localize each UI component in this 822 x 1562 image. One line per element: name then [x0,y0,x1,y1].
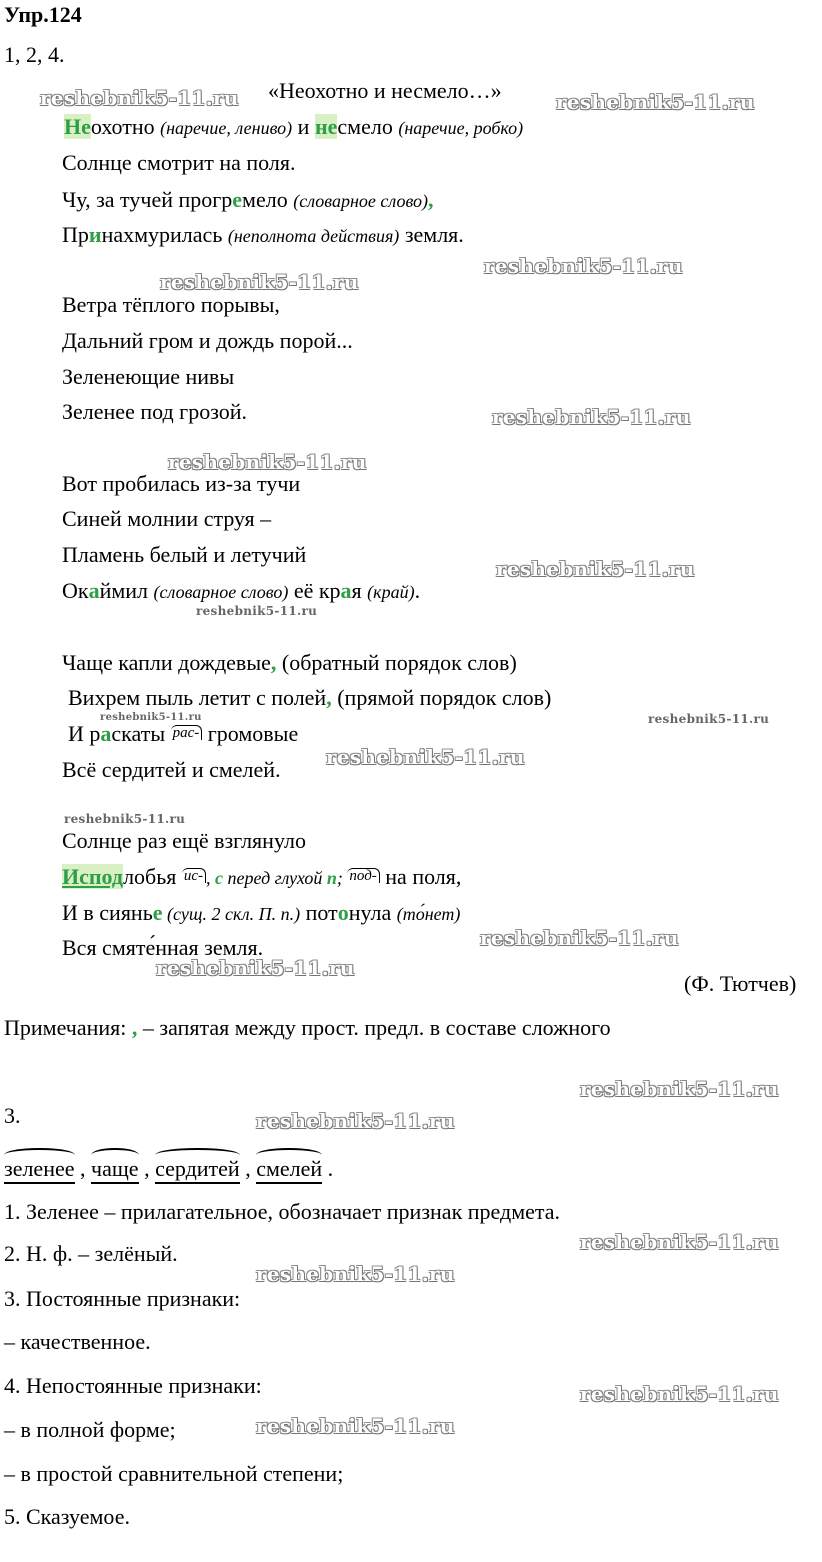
watermark: reshebnik5-11.ru [484,254,683,278]
analysis-item: 3. Постоянные признаки: [4,1286,241,1311]
poem-line: Вся смяте́нная земля. [62,935,264,960]
watermark: reshebnik5-11.ru [648,712,770,726]
watermark: reshebnik5-11.ru [480,926,679,950]
poem-author: (Ф. Тютчев) [684,971,797,996]
watermark: reshebnik5-11.ru [168,450,367,474]
exercise-title: Упр.124 [4,2,82,27]
poem-line: Окаймил (словарное слово) её края (край). [62,578,421,603]
note: Примечания: , – запятая между прост. предл. в составе сложного [4,1015,611,1040]
analysis-item: 1. Зеленее – прилагательное, обозначает признак предмета. [4,1199,561,1224]
poem-title: «Неохотно и несмело…» [268,78,502,103]
prefix-mark-icon: под- [347,868,379,883]
poem-line: Чаще капли дождевые, (обратный порядок слов) [62,650,517,675]
watermark: reshebnik5-11.ru [156,956,355,980]
poem-line: Ветра тёплого порывы, [62,292,280,317]
poem-line: Дальний гром и дождь порой... [62,328,353,353]
poem-line: И в сиянье (сущ. 2 скл. П. п.) потонула (то́нет) [62,900,461,925]
poem-line: Пламень белый и летучий [62,542,307,567]
analysis-item: 2. Н. ф. – зелёный. [4,1241,178,1266]
watermark: reshebnik5-11.ru [556,90,755,114]
analysis-item: – в полной форме; [4,1417,176,1442]
watermark: reshebnik5-11.ru [580,1382,779,1406]
word-smelei: смелей [256,1152,322,1184]
watermark: reshebnik5-11.ru [492,405,691,429]
poem-line: Исподлобья ис- , с перед глухой п; под- на поля, [62,864,462,889]
watermark: reshebnik5-11.ru [160,270,359,294]
poem-line: Зеленее под грозой. [62,399,248,424]
word-analysis: зеленее , чаще , сердитей , смелей . [4,1152,333,1184]
watermark: reshebnik5-11.ru [256,1262,455,1286]
poem-line: Вот пробилась из-за тучи [62,471,301,496]
prefix-mark-icon: рас- [171,725,203,740]
watermark: reshebnik5-11.ru [580,1230,779,1254]
poem-line: Солнце раз ещё взглянуло [62,828,306,853]
prefix-mark-icon: ис- [182,868,206,883]
poem-line: Вихрем пыль летит с полей, (прямой порядок слов) [68,685,552,710]
watermark: reshebnik5-11.ru [40,86,239,110]
poem-line: Неохотно (наречие, лениво) и несмело (наречие, робко) [64,114,524,139]
word-zelenee: зеленее [4,1152,75,1184]
word-serditei: сердитей [155,1152,240,1184]
poem-line: Чу, за тучей прогремело (словарное слово), [62,187,434,212]
poem-line: Принахмурилась (неполнота действия) земля. [62,222,464,247]
analysis-item: – качественное. [4,1329,151,1354]
analysis-item: 5. Сказуемое. [4,1504,130,1529]
task3-number: 3. [4,1103,21,1128]
watermark: reshebnik5-11.ru [580,1077,779,1101]
watermark: reshebnik5-11.ru [496,557,695,581]
watermark: reshebnik5-11.ru [196,604,318,618]
word-chashche: чаще [91,1152,139,1184]
poem-line: Всё сердитей и смелей. [62,757,281,782]
watermark: reshebnik5-11.ru [100,712,202,723]
poem-line: Солнце смотрит на поля. [62,150,296,175]
poem-line: Зеленеющие нивы [62,364,235,389]
poem-line: Синей молнии струя – [62,506,272,531]
watermark: reshebnik5-11.ru [256,1414,455,1438]
task-numbers: 1, 2, 4. [4,42,65,67]
watermark: reshebnik5-11.ru [64,812,186,826]
analysis-item: 4. Непостоянные признаки: [4,1373,262,1398]
watermark: reshebnik5-11.ru [256,1109,455,1133]
analysis-item: – в простой сравнительной степени; [4,1461,344,1486]
poem-line: И раскаты рас- громовые [68,721,299,746]
watermark: reshebnik5-11.ru [326,745,525,769]
